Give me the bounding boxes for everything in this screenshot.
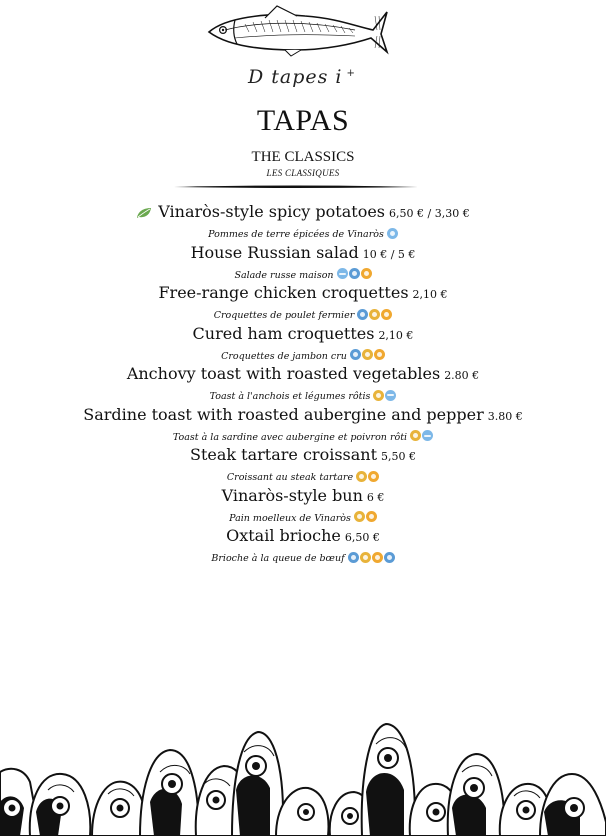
menu-item-translation-text: Croquettes de jambon cru	[221, 350, 347, 362]
section-title-fr: LES CLASSIQUES	[266, 168, 340, 178]
menu-item-name: Cured ham croquettes	[192, 323, 375, 343]
menu-item-name: Steak tartare croissant	[189, 445, 378, 464]
menu-item	[0, 243, 606, 284]
allergen-icons	[386, 226, 398, 240]
menu-item-line	[0, 324, 606, 346]
allergen-icon	[387, 228, 398, 239]
menu-item-line	[0, 445, 606, 467]
menu-item-line	[0, 283, 606, 305]
menu-item-line	[0, 243, 606, 265]
allergen-icon	[357, 309, 368, 320]
allergen-icon	[350, 349, 361, 360]
allergen-icons	[349, 347, 385, 361]
menu-item-translation-text: Pain moelleux de Vinaròs	[229, 512, 351, 524]
menu-item	[0, 486, 606, 527]
menu-item	[0, 364, 606, 405]
allergen-icon	[381, 309, 392, 320]
menu-item-translation-text: Salade russe maison	[234, 269, 334, 281]
sardine-illustration-icon	[205, 4, 389, 58]
menu-item-translation	[0, 306, 606, 323]
allergen-icons	[336, 266, 372, 280]
menu-item-translation	[0, 387, 606, 404]
allergen-icon	[422, 430, 433, 441]
menu-item	[0, 526, 606, 567]
allergen-icon	[369, 309, 380, 320]
allergen-icons	[356, 307, 392, 321]
menu-item-price: 6 €	[366, 490, 385, 504]
allergen-icon	[366, 511, 377, 522]
allergen-icon	[372, 552, 383, 563]
script-logo-text: D tapes i	[248, 66, 343, 88]
script-logo	[248, 66, 358, 100]
menu-item-translation	[0, 468, 606, 485]
allergen-icon	[360, 552, 371, 563]
menu-item-line	[0, 486, 606, 508]
menu-item-price: 3.80 €	[487, 409, 523, 423]
menu-item-price: 2,10 €	[378, 328, 414, 342]
section-divider	[174, 184, 418, 190]
menu-item-name: Vinaròs-style spicy potatoes	[158, 202, 386, 221]
menu-item-name: Free-range chicken croquettes	[158, 283, 409, 302]
menu-item-translation	[0, 509, 606, 526]
menu-item-translation-text: Toast à l'anchois et légumes rôtis	[209, 391, 371, 402]
menu-item-name: Vinaròs-style bun	[221, 485, 363, 505]
menu-item-translation-text: Brioche à la queue de bœuf	[211, 553, 345, 564]
allergen-icons	[353, 509, 377, 523]
allergen-icon	[349, 268, 360, 279]
menu-list	[0, 202, 606, 567]
menu-item-name: House Russian salad	[190, 242, 359, 262]
allergen-icon	[348, 552, 359, 563]
menu-item	[0, 202, 606, 243]
allergen-icon	[373, 390, 384, 401]
menu-item-price: 6,50 €	[344, 531, 380, 544]
allergen-icon	[385, 390, 396, 401]
allergen-icon	[410, 430, 421, 441]
menu-item-line	[0, 364, 606, 386]
menu-item	[0, 405, 606, 446]
menu-item-line	[0, 526, 606, 548]
menu-item-price: 2.80 €	[444, 369, 480, 382]
menu-item-translation	[0, 549, 606, 566]
leaf-icon	[136, 207, 152, 219]
menu-item-line	[0, 405, 606, 427]
menu-item-translation-text: Pommes de terre épicées de Vinaròs	[208, 229, 384, 240]
script-logo-plus: +	[346, 67, 356, 79]
allergen-icon	[361, 268, 372, 279]
allergen-icon	[368, 471, 379, 482]
menu-item-translation-text: Croissant au steak tartare	[226, 472, 354, 483]
allergen-icons	[355, 469, 379, 483]
allergen-icon	[374, 349, 385, 360]
menu-item-name: Anchovy toast with roasted vegetables	[126, 364, 441, 383]
menu-item	[0, 283, 606, 324]
menu-item-price: 10 € / 5 €	[362, 247, 416, 261]
menu-item-price: 6,50 € / 3,30 €	[389, 207, 470, 220]
menu-item-price: 2,10 €	[412, 288, 448, 301]
menu-item	[0, 324, 606, 365]
menu-item-translation	[0, 225, 606, 242]
section-title: THE CLASSICS	[251, 149, 355, 165]
allergen-icons	[409, 428, 433, 442]
menu-item-translation-text: Croquettes de poulet fermier	[213, 310, 355, 321]
menu-item-translation	[0, 266, 606, 283]
menu-item-name: Oxtail brioche	[226, 526, 341, 545]
allergen-icons	[347, 550, 395, 564]
menu-item-translation	[0, 428, 606, 445]
allergen-icon	[337, 268, 348, 279]
menu-item-translation-text: Toast à la sardine avec aubergine et poivron rôti	[172, 431, 408, 443]
sardine-heads-illustration-icon	[0, 712, 606, 836]
page-title: TAPAS	[256, 104, 350, 137]
menu-item-translation	[0, 347, 606, 364]
menu-item-name: Sardine toast with roasted aubergine and pepper	[83, 404, 484, 424]
allergen-icon	[362, 349, 373, 360]
menu-item	[0, 445, 606, 486]
allergen-icons	[372, 388, 396, 402]
allergen-icon	[354, 511, 365, 522]
menu-item-line	[0, 202, 606, 224]
allergen-icon	[384, 552, 395, 563]
menu-item-price: 5,50 €	[381, 450, 417, 463]
allergen-icon	[356, 471, 367, 482]
